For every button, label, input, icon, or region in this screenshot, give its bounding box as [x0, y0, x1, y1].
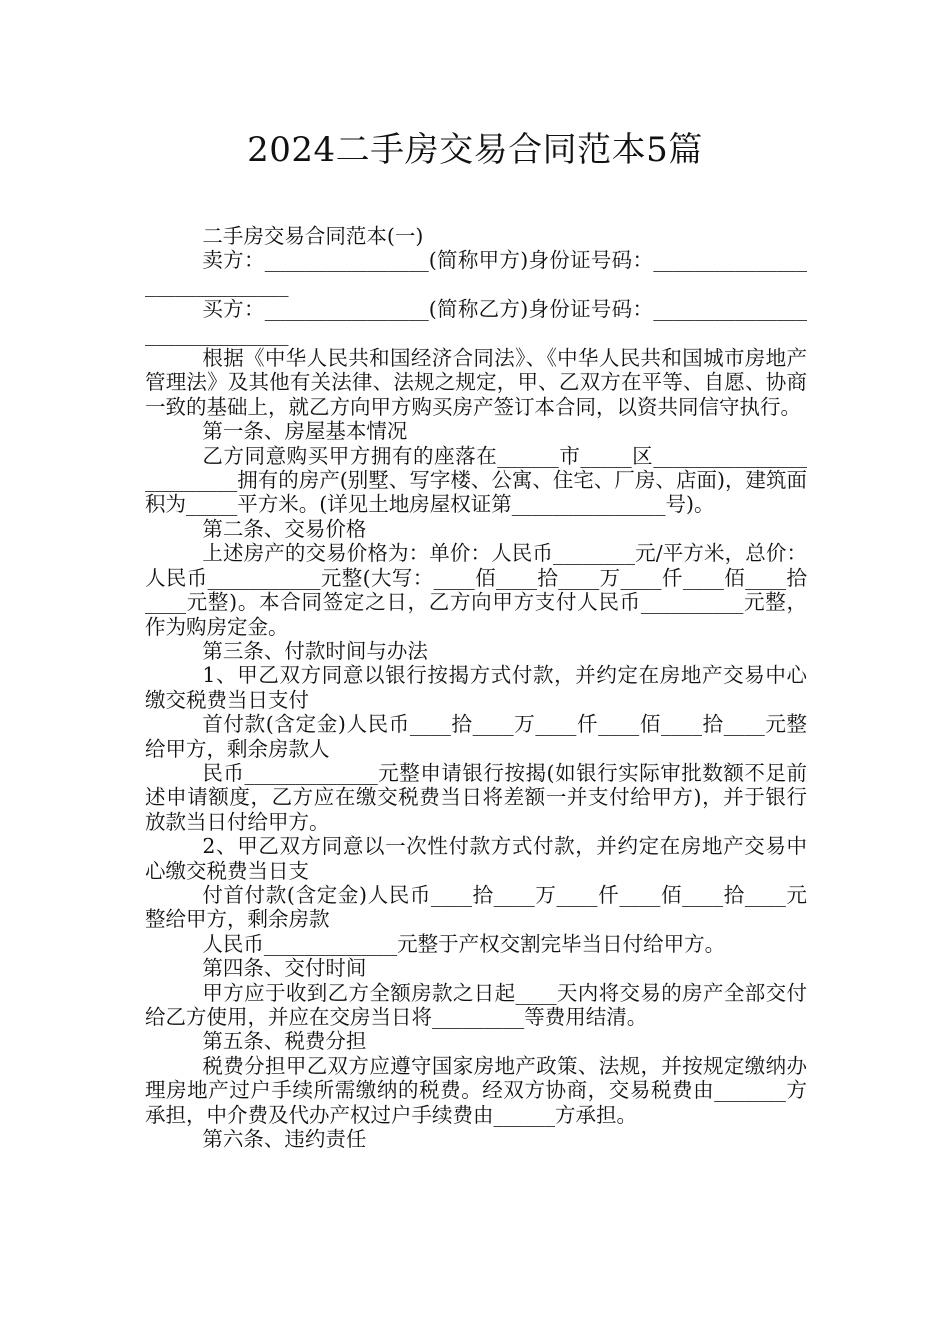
article-4-paragraph: 甲方应于收到乙方全额房款之日起____天内将交易的房产全部交付给乙方使用，并应在交房当日将_________等费用结清。 — [145, 980, 807, 1029]
document-title: 2024二手房交易合同范本5篇 — [247, 130, 703, 170]
article-6-heading: 第六条、违约责任 — [202, 1127, 367, 1152]
article-3-item-2-downpayment: 付首付款(含定金)人民币____拾____万____仟____佰____拾____元整给甲方，剩余房款 — [145, 882, 807, 932]
article-2-paragraph: 上述房产的交易价格为：单价：人民币________元/平方米，总价：人民币___________元整(大写：____佰____拾____万____仟____佰____拾____元整)。本合同签定之日，乙方向甲方支付人民币__________元整，作为购房定金。 — [145, 541, 807, 639]
article-4-heading: 第四条、交付时间 — [202, 956, 367, 981]
article-3-item-1-mortgage: 民币_____________元整申请银行按揭(如银行实际审批数额不足前述申请额度，乙方应在缴交税费当日将差额一并支付给甲方)，并于银行放款当日付给甲方。 — [145, 760, 807, 834]
article-2-heading: 第二条、交易价格 — [202, 516, 367, 541]
article-3-heading: 第三条、付款时间与办法 — [202, 638, 428, 663]
buyer-line: 买方：________________(简称乙方)身份证号码：_____________________________ — [145, 297, 807, 346]
article-3-item-2: 2、甲乙双方同意以一次性付款方式付款，并约定在房地产交易中心缴交税费当日支 — [145, 834, 807, 883]
article-1-paragraph: 乙方同意购买甲方拥有的座落在______市_____区________________________拥有的房产(别墅、写字楼、公寓、住宅、厂房、店面)，建筑面积为_____平方米。(详见土地房屋权证第_______________号)。 — [145, 443, 807, 517]
article-3-item-1: 1、甲乙双方同意以银行按揭方式付款，并约定在房地产交易中心缴交税费当日支付 — [145, 663, 807, 712]
article-1-heading: 第一条、房屋基本情况 — [202, 419, 408, 444]
seller-line: 卖方：________________(简称甲方)身份证号码：_____________________________ — [145, 248, 807, 297]
article-3-item-1-downpayment: 首付款(含定金)人民币____拾____万____仟____佰____拾____元整给甲方，剩余房款人 — [145, 712, 807, 761]
article-5-heading: 第五条、税费分担 — [202, 1029, 367, 1054]
section-heading-contract-1: 二手房交易合同范本(一) — [202, 224, 424, 248]
preamble-paragraph: 根据《中华人民共和国经济合同法》、《中华人民共和国城市房地产管理法》及其他有关法律、法规之规定，甲、乙双方在平等、自愿、协商一致的基础上，就乙方向甲方购买房产签订本合同，以资共同信守执行。 — [145, 346, 807, 419]
document-body — [145, 224, 807, 1151]
article-3-item-2-balance: 人民币_____________元整于产权交割完毕当日付给甲方。 — [202, 931, 726, 956]
article-5-paragraph: 税费分担甲乙双方应遵守国家房地产政策、法规，并按规定缴纳办理房地产过户手续所需缴纳的税费。经双方协商，交易税费由_______方承担，中介费及代办产权过户手续费由______方承担。 — [145, 1053, 807, 1127]
